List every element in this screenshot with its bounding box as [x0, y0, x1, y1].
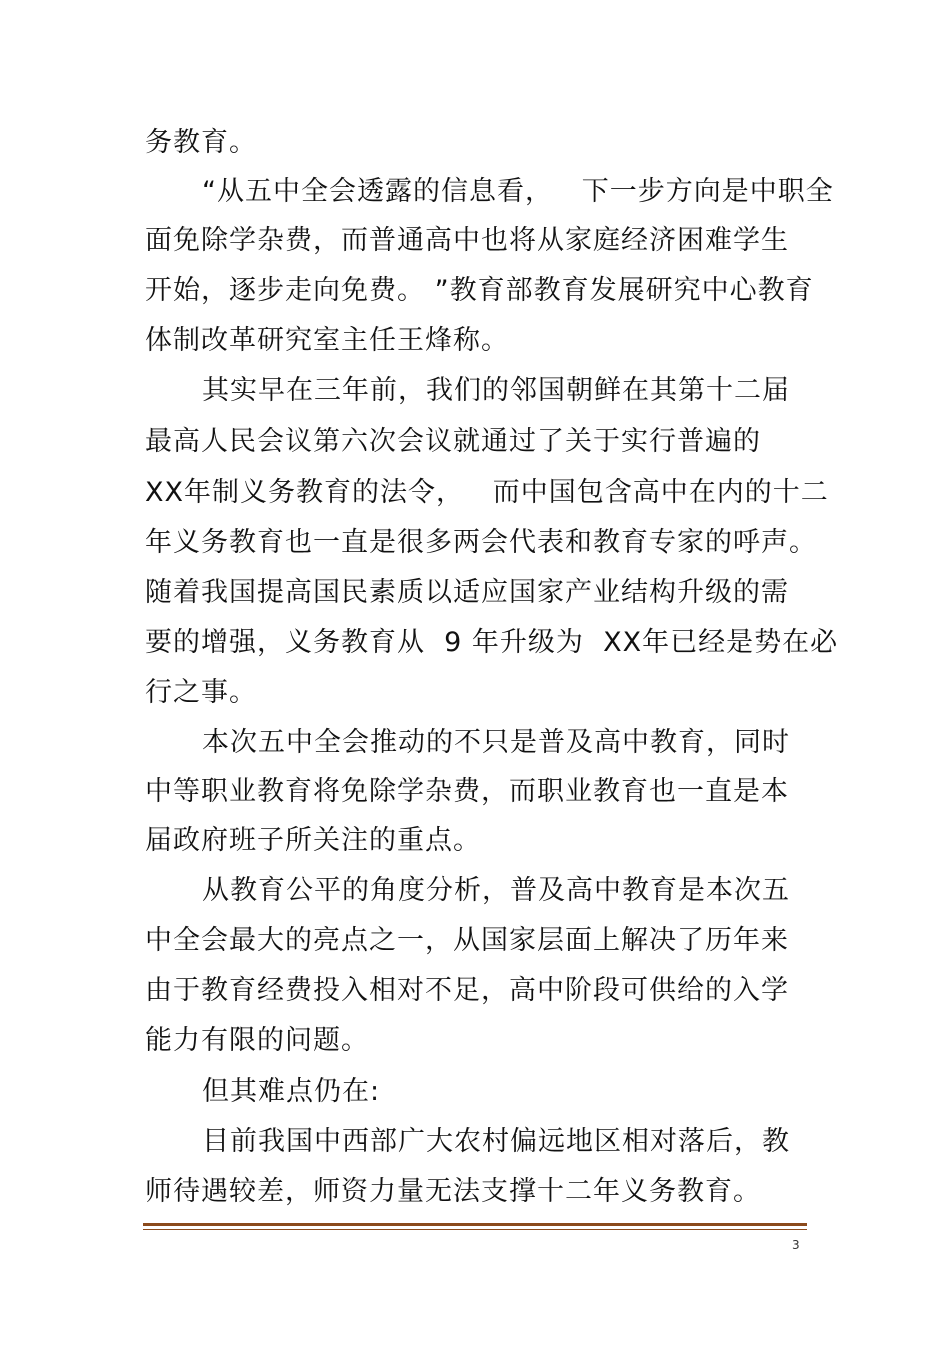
paragraph-start: 目前我国中西部广大农村偏远地区相对落后，教	[202, 1126, 790, 1157]
paragraph-start: 从教育公平的角度分析，普及高中教育是本次五	[202, 875, 790, 906]
paragraph-start: 本次五中全会推动的不只是普及高中教育，同时	[202, 727, 790, 758]
text-line: 中全会最大的亮点之一，从国家层面上解决了历年来	[145, 925, 789, 956]
text-line: 由于教育经费投入相对不足，高中阶段可供给的入学	[145, 975, 789, 1006]
footer-rule-thin	[143, 1229, 807, 1230]
text-line: 最高人民会议第六次会议就通过了关于实行普遍的	[145, 426, 761, 457]
paragraph-start: 其实早在三年前，我们的邻国朝鲜在其第十二届	[202, 375, 790, 406]
text-line: 行之事。	[145, 677, 257, 708]
paragraph-start: “从五中全会透露的信息看， 下一步方向是中职全	[202, 176, 834, 207]
text-line: 要的增强，义务教育从 9 年升级为 XX年已经是势在必	[145, 627, 839, 658]
text-line: 届政府班子所关注的重点。	[145, 825, 481, 856]
text-line: 面免除学杂费，而普通高中也将从家庭经济困难学生	[145, 225, 789, 256]
text-line: 能力有限的问题。	[145, 1025, 369, 1056]
text-line: 师待遇较差，师资力量无法支撑十二年义务教育。	[145, 1176, 761, 1207]
paragraph-start: 但其难点仍在:	[202, 1076, 381, 1107]
text-line: 中等职业教育将免除学杂费，而职业教育也一直是本	[145, 776, 789, 807]
text-line: 开始，逐步走向免费。 ”教育部教育发展研究中心教育	[145, 275, 814, 306]
footer-rule	[143, 1223, 807, 1226]
text-line: XX年制义务教育的法令， 而中国包含高中在内的十二	[145, 477, 829, 508]
text-line: 务教育。	[145, 127, 257, 158]
text-line: 体制改革研究室主任王烽称。	[145, 325, 509, 356]
page-number: 3	[792, 1238, 800, 1252]
text-line: 年义务教育也一直是很多两会代表和教育专家的呼声。	[145, 527, 817, 558]
text-line: 随着我国提高国民素质以适应国家产业结构升级的需	[145, 577, 789, 608]
